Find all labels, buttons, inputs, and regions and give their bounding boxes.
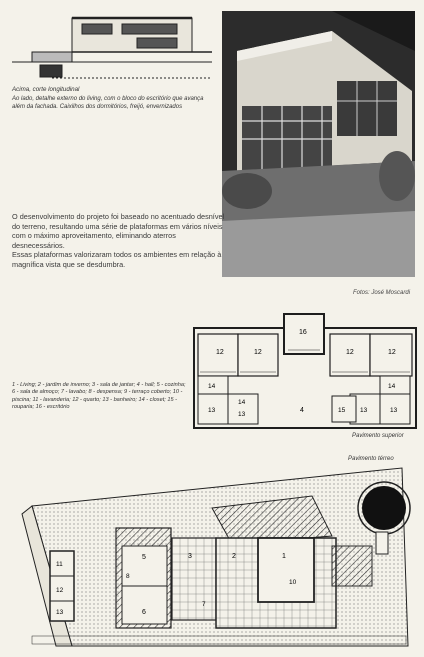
longitudinal-section-drawing: [12, 10, 217, 82]
upper-room-label: 13: [208, 407, 216, 414]
ground-room-label: 13: [56, 609, 64, 616]
upper-room-label: 14: [238, 399, 246, 406]
upper-room-label: 14: [208, 383, 216, 390]
upper-room-label: 12: [346, 349, 354, 356]
upper-room-label: 13: [390, 407, 398, 414]
ground-floor-plan: [12, 466, 416, 650]
upper-room-label: 16: [299, 329, 307, 336]
upper-room-label: 4: [300, 407, 304, 414]
upper-floor-plan: [192, 312, 418, 430]
upper-room-label: 14: [388, 383, 396, 390]
ground-room-label: 5: [142, 554, 146, 561]
upper-room-label: 12: [254, 349, 262, 356]
photo-credit: Fotos: José Moscardi: [353, 290, 411, 296]
ground-room-label: 12: [56, 587, 64, 594]
house-photograph: [222, 11, 415, 277]
upper-room-label: 12: [216, 349, 224, 356]
upper-room-label: 12: [388, 349, 396, 356]
body-paragraph-2: Essas plataformas valorizaram todos os ambientes em relação à magnífica vista que se desdumbra.: [12, 250, 222, 269]
section-caption-text: Ao lado, detalhe externo do living, com o bloco do escritório que avança além da fachada. Caixilhos dos dormitórios, freijó, envernizados: [12, 96, 204, 110]
ground-floor-label: Pavimento térreo: [348, 456, 394, 462]
body-text: [12, 212, 226, 270]
upper-room-label: 13: [360, 407, 368, 414]
section-caption-title: Acima, corte longitudinal: [12, 86, 80, 93]
ground-room-label: 2: [232, 553, 236, 560]
ground-room-label: 10: [289, 579, 297, 586]
room-legend: 1 - Living; 2 - jardim de inverno; 3 - sala de jantar; 4 - hall; 5 - cozinha; 6 - sala de almoço; 7 - lavabo; 8 - despensa; 9 - terraço coberto; 10 - piscina; 11 - lavanderia; 12 - quarto; 13 - banheiro; 14 - closet; 15 - rouparia; 16 - escritório: [12, 382, 186, 411]
body-paragraph-1: O desenvolvimento do projeto foi baseado no acentuado desnível do terreno, resultando uma série de plataformas em vários níveis com o máximo aproveitamento, eliminando aterros desnecessários.: [12, 212, 225, 250]
upper-room-label: 15: [338, 407, 346, 414]
ground-room-label: 6: [142, 609, 146, 616]
ground-room-label: 7: [202, 601, 206, 608]
ground-room-label: 11: [56, 561, 63, 568]
ground-room-label: 3: [188, 553, 192, 560]
upper-room-label: 13: [238, 411, 246, 418]
ground-room-label: 8: [126, 573, 130, 580]
upper-floor-label: Pavimento superior: [352, 433, 404, 439]
ground-room-label: 1: [282, 553, 286, 560]
